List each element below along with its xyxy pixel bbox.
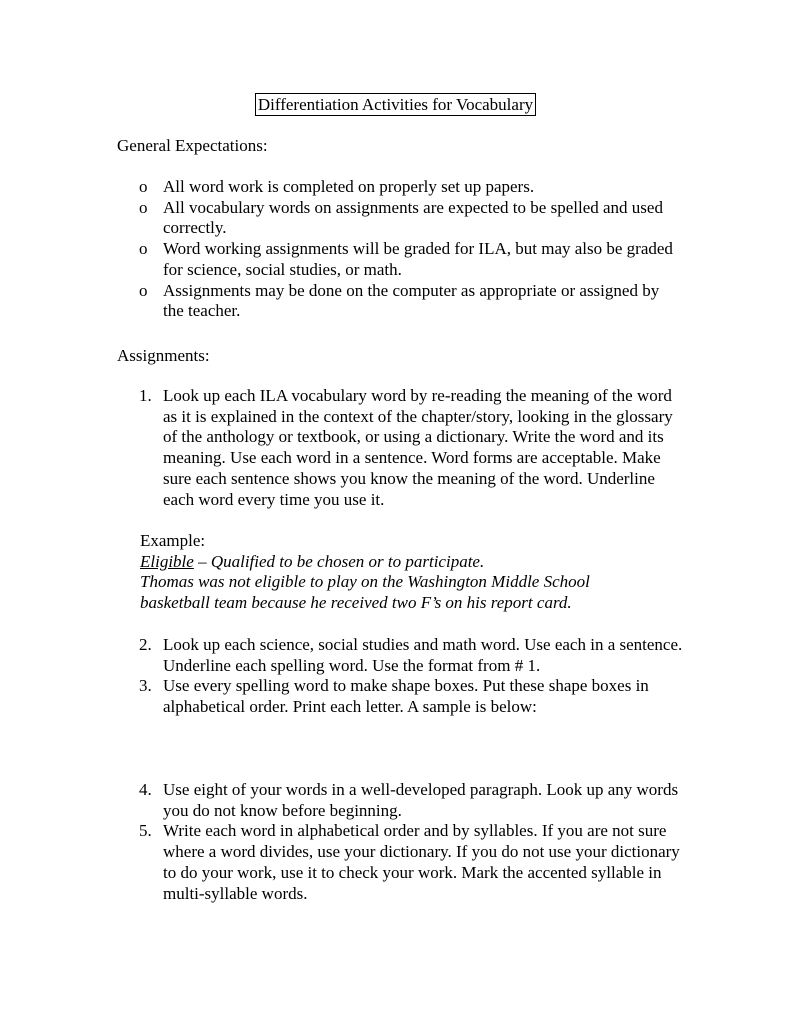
list-item [117, 676, 687, 717]
bullet-mark: o [139, 197, 148, 217]
example-label: Example: [140, 531, 206, 550]
bullet-mark: o [139, 239, 148, 259]
list-item-text: All vocabulary words on assignments are expected to be spelled and used correctly. [163, 197, 663, 238]
list-number: 2. [139, 635, 152, 654]
list-number: 4. [139, 780, 152, 799]
example-word: Eligible [140, 551, 194, 571]
general-expectations-list [117, 177, 677, 322]
bullet-mark: o [139, 177, 148, 196]
assignments-heading: Assignments: [117, 346, 210, 365]
list-item-text: Look up each ILA vocabulary word by re-reading the meaning of the word as it is explained in the context of the chapter/story, looking in the glossary of the anthology or textbook, or using a dictionary. Write the word and its meaning. Use each word in a sentence. Word forms are acceptable. Make sure each sentence shows you know the meaning of the word. Underline each word every time you use it. [163, 386, 673, 509]
list-number: 5. [139, 821, 152, 841]
list-number: 1. [139, 386, 152, 405]
list-item-text: Assignments may be done on the computer as appropriate or assigned by the teacher. [163, 280, 660, 321]
list-item [117, 177, 677, 198]
title-container [0, 93, 791, 116]
list-item [117, 635, 687, 676]
list-item-text: Write each word in alphabetical order and by syllables. If you are not sure where a word divides, use your dictionary. If you do not use your dictionary to do your work, use it to check your work. Mark the accented syllable in multi-syllable words. [163, 821, 680, 903]
list-item [117, 281, 677, 322]
list-item-text: Word working assignments will be graded for ILA, but may also be graded for science, social studies, or math. [163, 239, 673, 279]
example-definition-line [140, 552, 660, 573]
list-item [117, 198, 677, 239]
example-sentence: Thomas was not eligible to play on the Washington Middle School basketball team because he received two F’s on his report card. [140, 572, 590, 613]
example-block [140, 531, 660, 614]
assignments-list-part2 [117, 635, 687, 718]
example-definition: – Qualified to be chosen or to participate. [193, 551, 485, 571]
list-number: 3. [139, 676, 152, 696]
list-item-text: All word work is completed on properly set up papers. [163, 177, 535, 196]
list-item [117, 386, 687, 510]
document-title: Differentiation Activities for Vocabulary [255, 93, 536, 116]
assignments-list-part1 [117, 386, 687, 510]
list-item [117, 239, 677, 280]
assignments-list-part3 [117, 780, 687, 904]
list-item [117, 780, 687, 821]
list-item-text: Look up each science, social studies and math word. Use each in a sentence. Underline each spelling word. Use the format from # 1. [163, 635, 683, 675]
list-item-text: Use every spelling word to make shape boxes. Put these shape boxes in alphabetical order. Print each letter. A sample is below: [163, 676, 649, 717]
list-item [117, 821, 687, 904]
bullet-mark: o [139, 280, 148, 300]
list-item-text: Use eight of your words in a well-developed paragraph. Look up any words you do not know before beginning. [163, 780, 679, 820]
general-expectations-heading: General Expectations: [117, 136, 268, 155]
